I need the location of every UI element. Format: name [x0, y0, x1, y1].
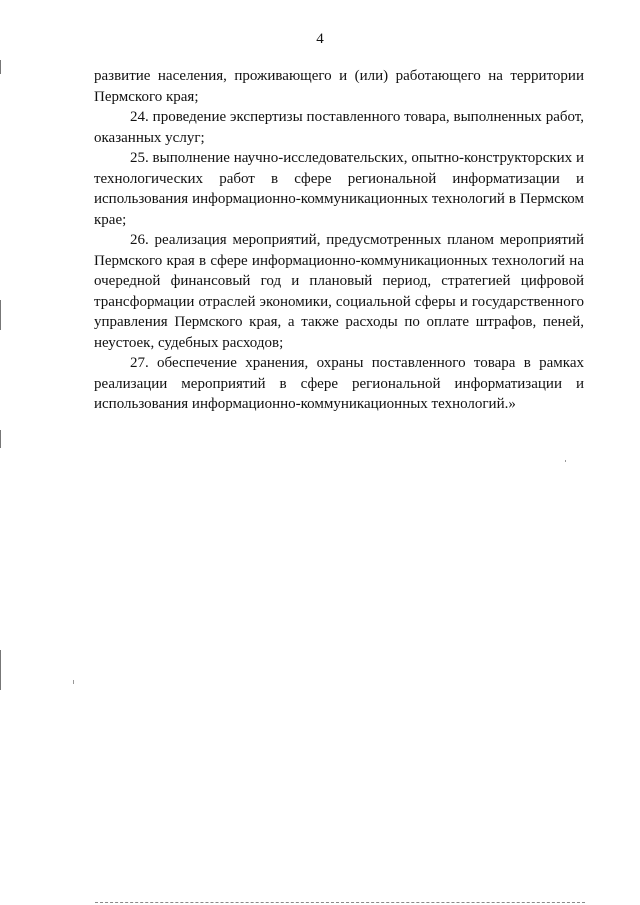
scan-artifact: [565, 460, 566, 462]
list-item-27: 27. обеспечение хранения, охраны поставленного товара в рамках реализации мероприятий в сфере региональной информатизации и использования информационно-коммуникационных технологий.»: [94, 355, 584, 412]
list-item-26: 26. реализация мероприятий, предусмотренных планом мероприятий Пермского края в сфере информационно-коммуникационных технологий на очередной финансовый год и плановый период, стратегией цифровой трансформации отраслей экономики, социальной сферы и государственного управления Пермского края, а также расходы по оплате штрафов, пеней, неустоек, судебных расходов;: [94, 232, 584, 351]
list-item-24: 24. проведение экспертизы поставленного товара, выполненных работ, оказанных услуг;: [94, 109, 584, 146]
scan-edge-mark: [0, 60, 1, 74]
scan-artifact: [73, 680, 74, 684]
scan-edge-mark: [0, 650, 1, 690]
list-item-25: 25. выполнение научно-исследовательских, опытно-конструкторских и технологических работ в сфере региональной информатизации и использования информационно-коммуникационных технологий в Пермском крае;: [94, 150, 584, 228]
scan-edge-mark: [0, 300, 1, 330]
page-bottom-edge: [95, 902, 585, 904]
page-number: 4: [316, 31, 324, 47]
paragraph-continuation: развитие населения, проживающего и (или) работающего на территории Пермского края;: [94, 68, 584, 105]
scan-edge-mark: [0, 430, 1, 448]
document-body: [94, 66, 584, 415]
